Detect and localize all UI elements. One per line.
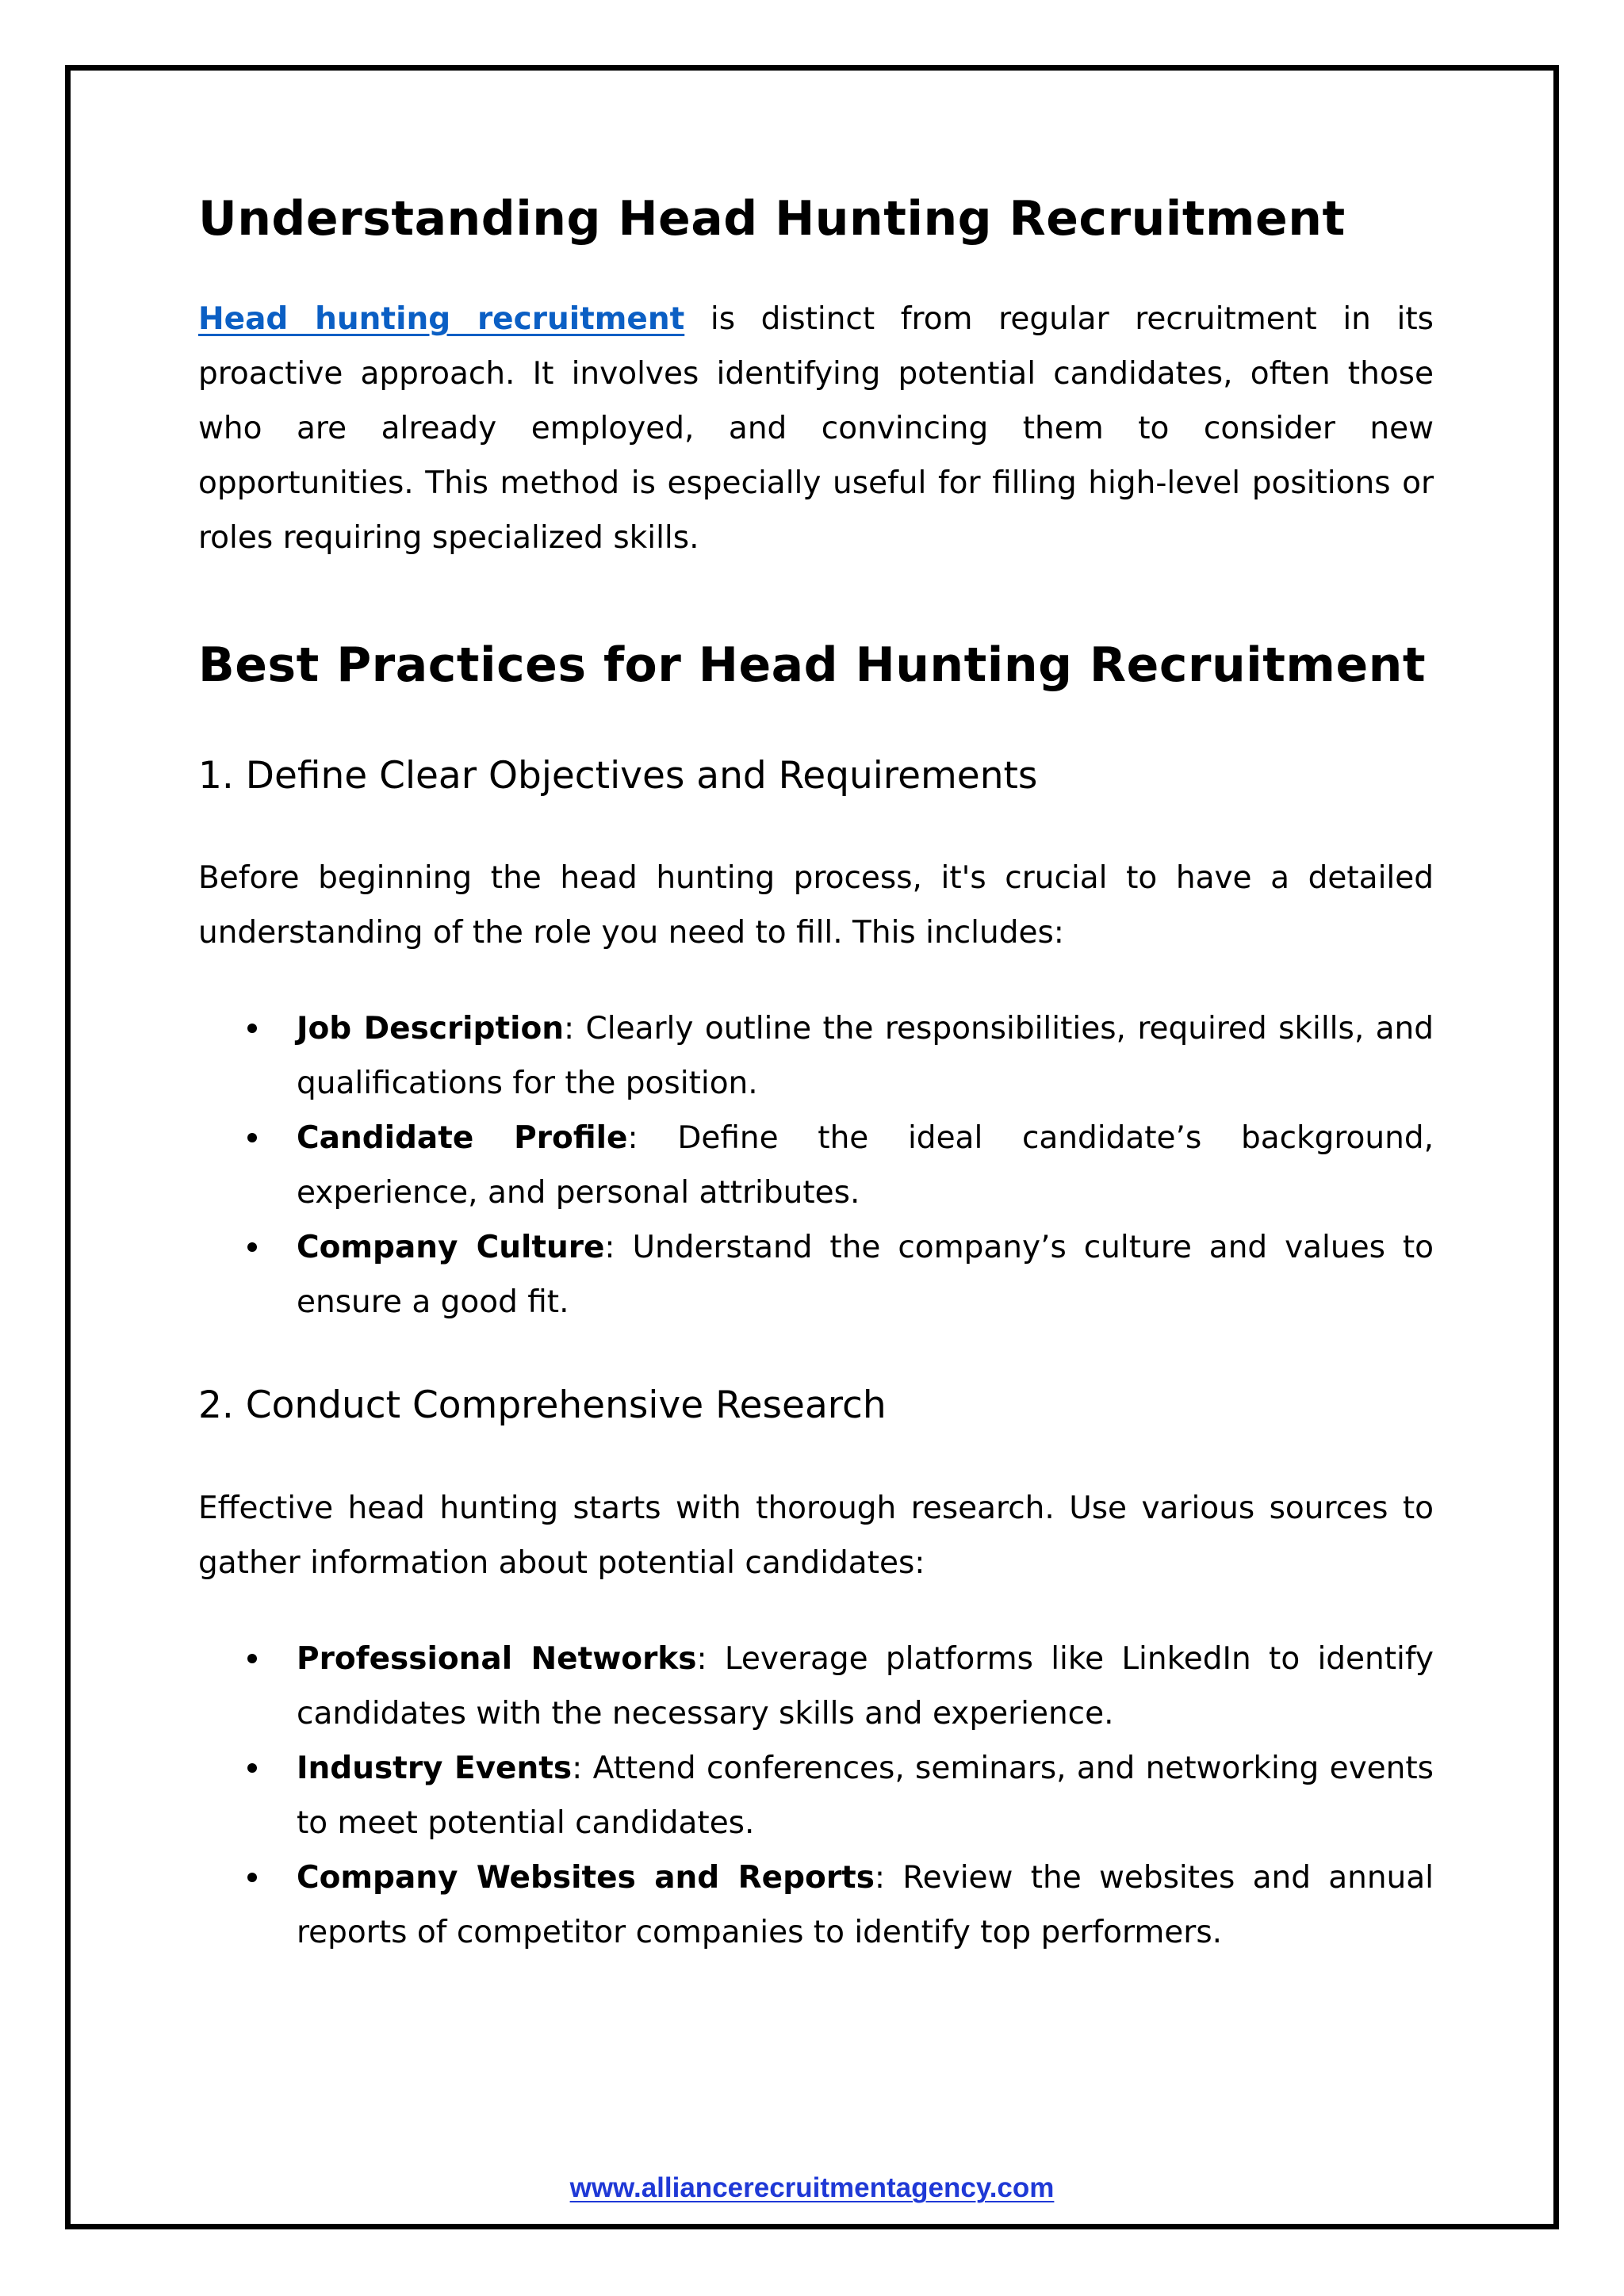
bullet-icon: [247, 1242, 257, 1252]
list-item-term: Company Culture: [297, 1230, 605, 1266]
list-item-text: : Understand the company’s culture and values to ensure a good fit.: [297, 1230, 1434, 1321]
list-item-term: Job Description: [297, 1011, 565, 1047]
bullet-icon: [247, 1024, 257, 1033]
document-body: [198, 190, 1434, 1960]
list-item: [198, 1001, 1434, 1111]
head-hunting-recruitment-link[interactable]: Head hunting recruitment: [198, 301, 685, 337]
footer-website-link[interactable]: www.alliancerecruitmentagency.com: [569, 2172, 1055, 2203]
list-item: [198, 1220, 1434, 1330]
list-item-text: : Define the ideal candidate’s background, experience, and personal attributes.: [297, 1120, 1434, 1211]
section-heading-best-practices: Best Practices for Head Hunting Recruitment: [198, 637, 1427, 693]
list-item-text: : Review the websites and annual reports of competitor companies to identify top performers.: [297, 1859, 1434, 1950]
bullet-icon: [247, 1873, 257, 1882]
list-item-term: Industry Events: [297, 1750, 573, 1786]
list-item: [198, 1850, 1434, 1960]
intro-text: is distinct from regular recruitment in its proactive approach. It involves identifying potential candidates, often those who are already employed, and convincing them to consider new opportunities. This method is especially useful for filling high-level positions or roles requiring specialized skills.: [198, 301, 1434, 556]
list-item: [198, 1632, 1434, 1741]
requirements-list: [198, 1001, 1434, 1330]
list-item-term: Professional Networks: [297, 1640, 697, 1677]
bullet-icon: [247, 1763, 257, 1773]
define-objectives-paragraph: Before beginning the head hunting process, it's crucial to have a detailed understanding of the role you need to fill. This includes:: [198, 860, 1434, 951]
subheading-define-objectives: 1. Define Clear Objectives and Requirements: [198, 754, 1038, 798]
conduct-research-paragraph: Effective head hunting starts with thorough research. Use various sources to gather information about potential candidates:: [198, 1490, 1434, 1581]
section-heading-understanding: Understanding Head Hunting Recruitment: [198, 191, 1346, 247]
list-item: [198, 1111, 1434, 1220]
intro-paragraph: [198, 292, 1434, 565]
list-item-text: : Attend conferences, seminars, and networking events to meet potential candidates.: [297, 1750, 1434, 1841]
list-item-term: Company Websites and Reports: [297, 1859, 875, 1896]
bullet-icon: [247, 1654, 257, 1663]
subheading-conduct-research: 2. Conduct Comprehensive Research: [198, 1383, 887, 1428]
research-sources-list: [198, 1632, 1434, 1960]
bullet-icon: [247, 1133, 257, 1142]
list-item-text: : Leverage platforms like LinkedIn to identify candidates with the necessary skills and experience.: [297, 1640, 1434, 1732]
list-item: [198, 1741, 1434, 1850]
list-item-text: : Clearly outline the responsibilities, required skills, and qualifications for the position.: [297, 1011, 1434, 1102]
list-item-term: Candidate Profile: [297, 1120, 628, 1157]
